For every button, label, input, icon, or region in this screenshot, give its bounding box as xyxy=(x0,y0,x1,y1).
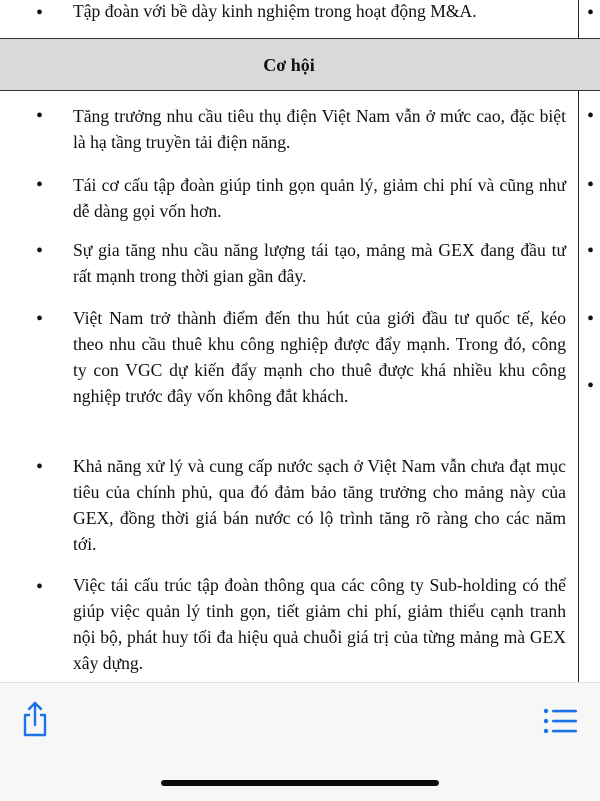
adjacent-column-bullet: • xyxy=(587,105,595,127)
list-item-text: Tăng trưởng nhu cầu tiêu thụ điện Việt Nam vẫn ở mức cao, đặc biệt là hạ tầng truyền tải điện năng. xyxy=(73,106,566,152)
bullet: • xyxy=(36,174,44,196)
bullet: • xyxy=(36,105,44,127)
share-icon[interactable] xyxy=(20,700,50,738)
bullet: • xyxy=(36,308,44,330)
list-item-text: Tái cơ cấu tập đoàn giúp tinh gọn quản lý, giảm chi phí và cũng như dễ dàng gọi vốn hơn. xyxy=(73,175,566,221)
adjacent-column-bullet: • xyxy=(587,174,595,196)
section-header xyxy=(0,38,600,91)
list-item-text: Việt Nam trở thành điểm đến thu hút của giới đầu tư quốc tế, kéo theo nhu cầu thuê khu công nghiệp được đẩy mạnh. Trong đó, công ty con VGC dự kiến đẩy mạnh cho thuê được khá nhiều khu công nghiệp trước đây vốn không đắt khách. xyxy=(73,308,566,406)
adjacent-column-bullet: • xyxy=(587,2,595,24)
bullet: • xyxy=(36,2,44,24)
list-item-text: Khả năng xử lý và cung cấp nước sạch ở Việt Nam vẫn chưa đạt mục tiêu của chính phủ, qua đó đảm bảo tăng trưởng cho mảng này của GEX, đồng thời giá bán nước có lộ trình tăng rõ ràng cho các năm tới. xyxy=(73,456,566,554)
list-item-text: Tập đoàn với bề dày kinh nghiệm trong hoạt động M&A. xyxy=(73,1,477,21)
list-item-text: Việc tái cấu trúc tập đoàn thông qua các công ty Sub-holding có thể giúp việc quản lý tinh gọn, tiết giảm chi phí, giảm thiểu cạnh tranh nội bộ, phát huy tối đa hiệu quả chuỗi giá trị của từng mảng mà GEX xây dựng. xyxy=(73,575,566,673)
section-title: Cơ hội xyxy=(263,55,315,75)
bullet: • xyxy=(36,576,44,598)
table-row-top xyxy=(0,0,595,38)
home-indicator[interactable] xyxy=(161,780,439,786)
adjacent-column-bullet: • xyxy=(587,240,595,262)
table-right-border xyxy=(578,0,579,682)
adjacent-column-bullet: • xyxy=(587,308,595,330)
list-icon[interactable] xyxy=(543,707,579,735)
bullet: • xyxy=(36,456,44,478)
list-item-text: Sự gia tăng nhu cầu năng lượng tái tạo, mảng mà GEX đang đầu tư rất mạnh trong thời gian gần đây. xyxy=(73,240,566,286)
bullet: • xyxy=(36,240,44,262)
adjacent-column-bullet: • xyxy=(587,375,595,397)
